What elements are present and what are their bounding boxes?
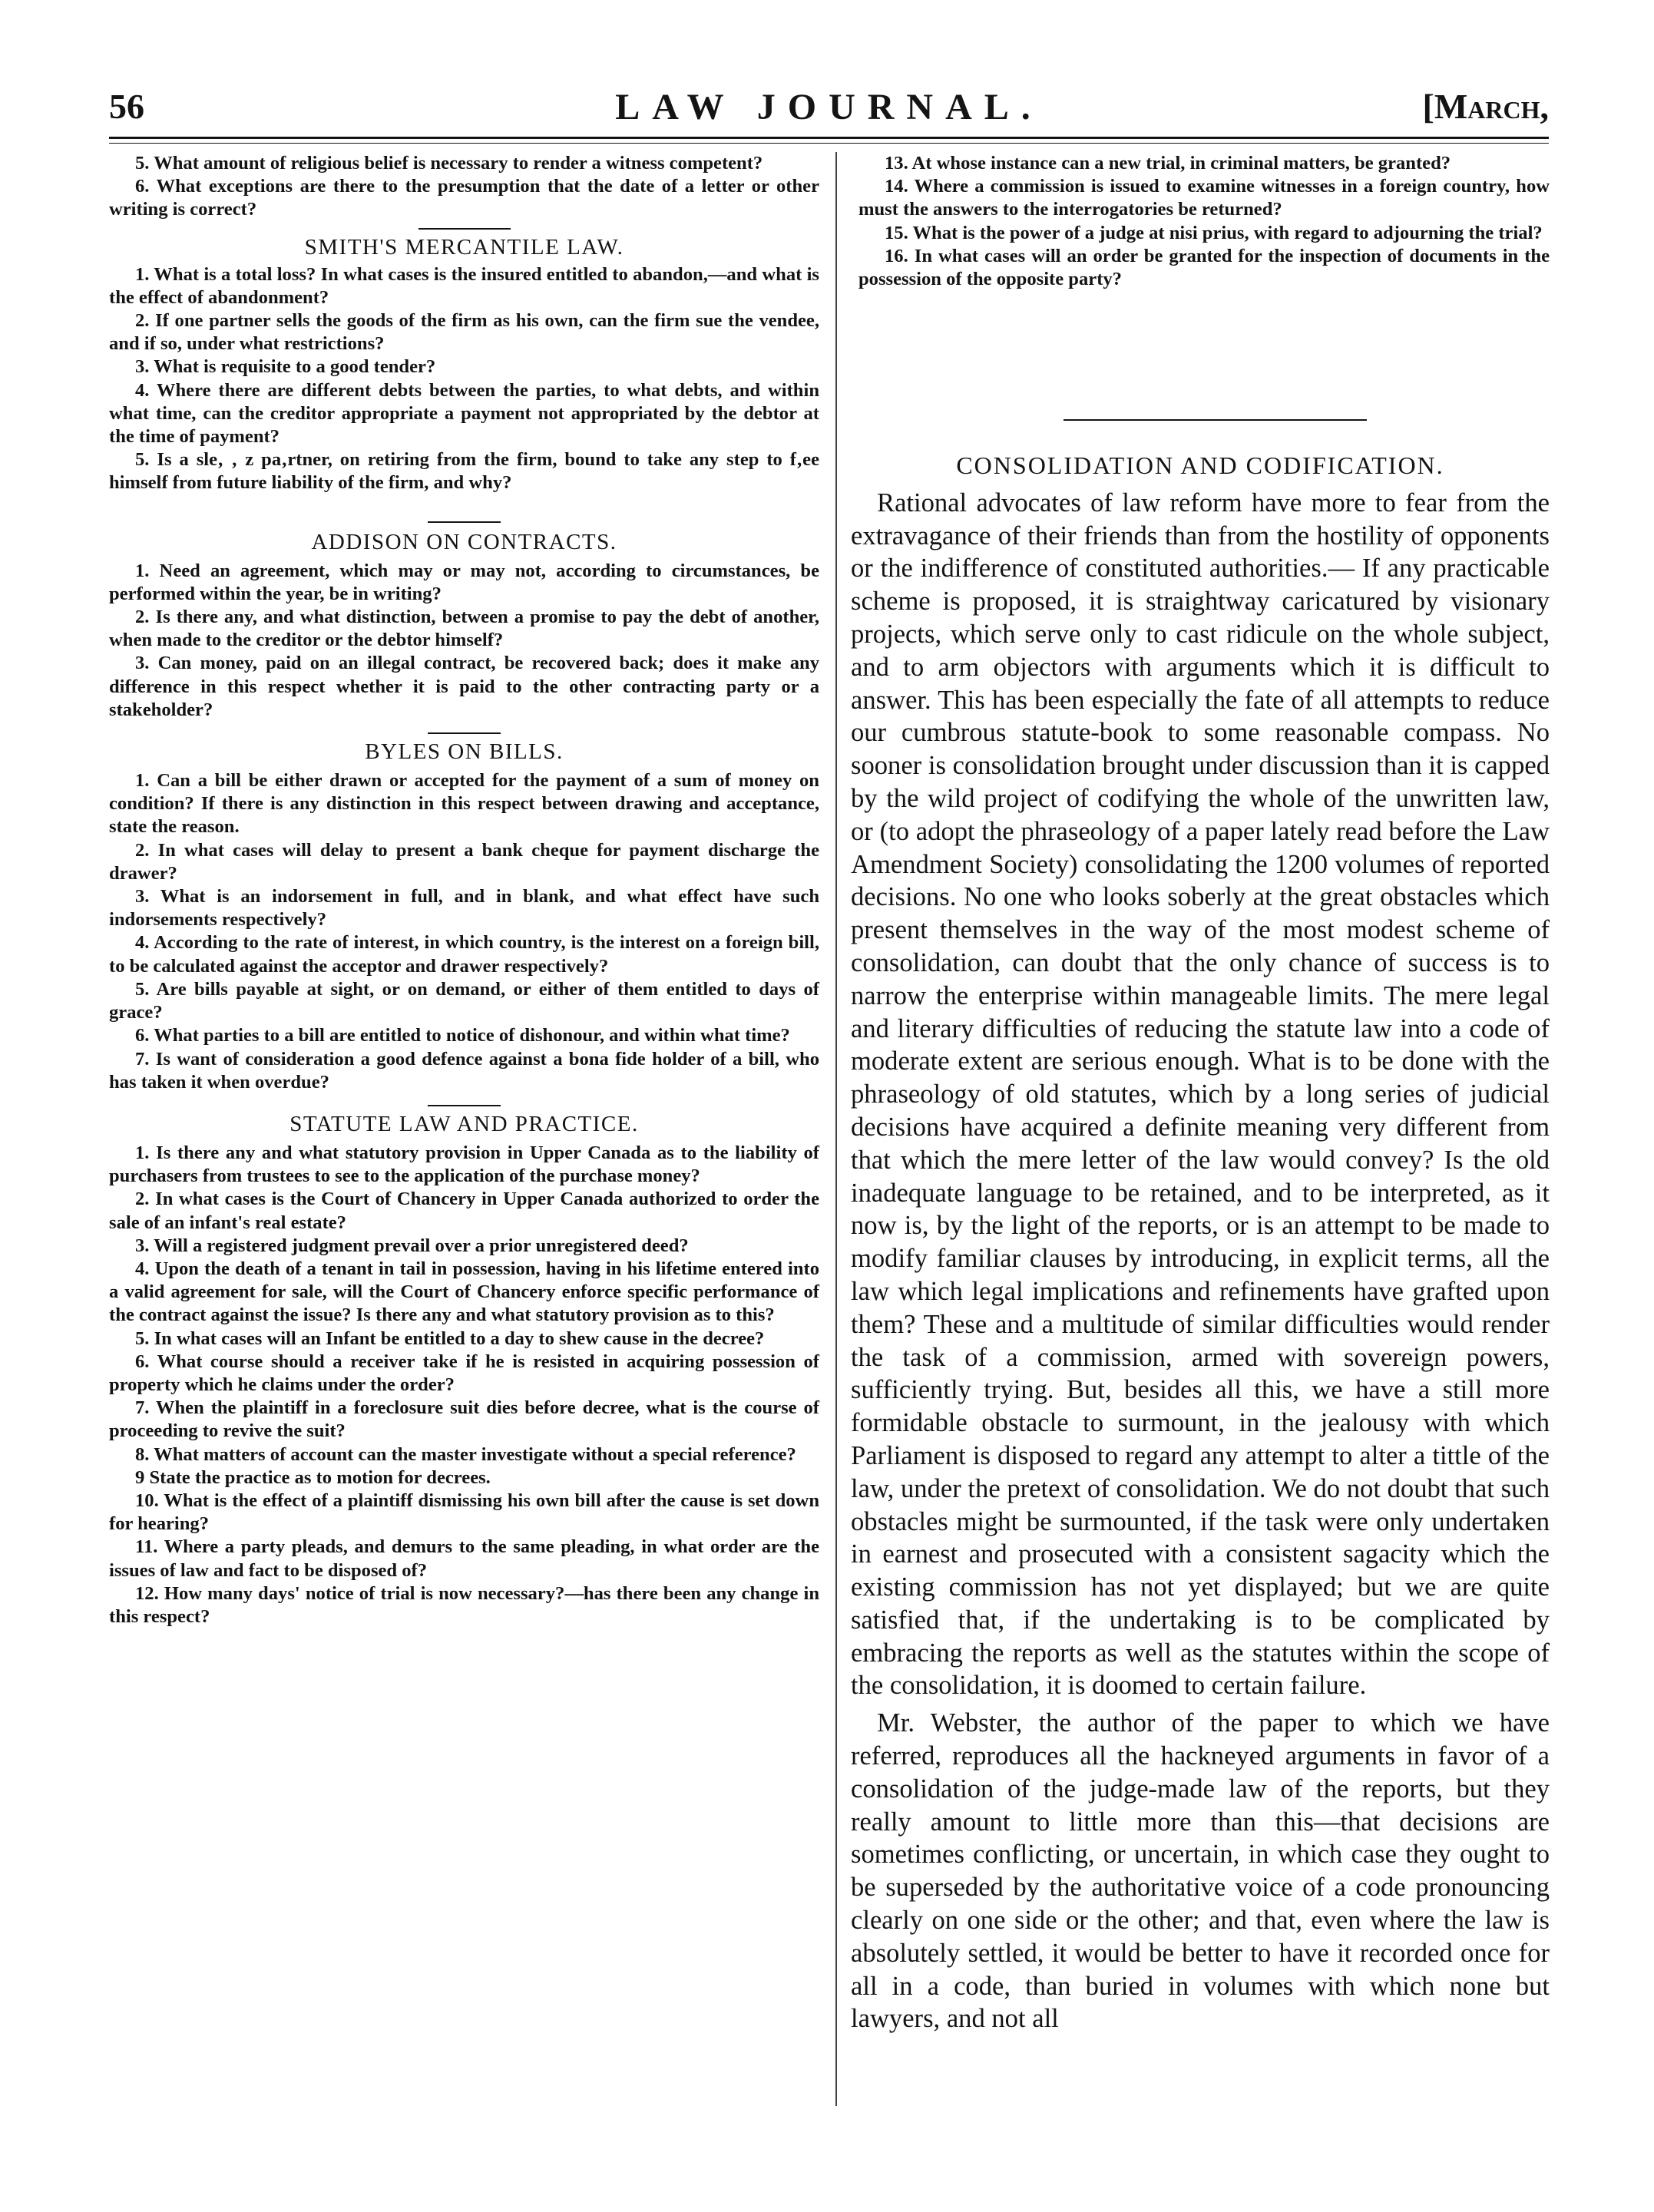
question: 1. What is a total loss? In what cases is the insured entitled to abandon,—and what is the effect of abandonment? bbox=[109, 263, 819, 308]
section-heading: ADDISON ON CONTRACTS. bbox=[311, 529, 617, 554]
article-paragraph: Mr. Webster, the author of the paper to which we have referred, reproduces all the hackneyed arguments in favor of a consolidation of the judge-made law of the reports, but they really amount to little more than this—that decisions are sometimes conflicting, or uncertain, in which case they ought to be superseded by the authoritative voice of a code pronouncing clearly on one side or the other; and that, even where the law is absolutely settled, it would be better to have it recorded once for all in a code, than buried in volumes with which none but lawyers, and not all bbox=[851, 1708, 1550, 2034]
question: 2. If one partner sells the goods of the firm as his own, can the firm sue the vendee, and if so, under what restrictions? bbox=[109, 310, 819, 355]
question: 8. What matters of account can the master investigate without a special reference? bbox=[135, 1443, 796, 1465]
section-heading: SMITH'S MERCANTILE LAW. bbox=[304, 234, 624, 260]
question: 1. Can a bill be either drawn or accepted for the payment of a sum of money on condition? If there is any distinction in this respect between drawing and acceptance, state the reason. bbox=[109, 770, 819, 838]
question: 14. Where a commission is issued to examine witnesses in a foreign country, how must the answers to the interrogatories be returned? bbox=[858, 176, 1550, 220]
question: 6. What exceptions are there to the presumption that the date of a letter or other writing is correct? bbox=[109, 176, 819, 220]
question: 11. Where a party pleads, and demurs to the same pleading, in what order are the issues of law and fact to be disposed of? bbox=[109, 1536, 819, 1581]
question: 5. Is a sle‚ ‚ z pa‚rtner, on retiring from the firm, bound to take any step to f‚ee himself from future liability of the firm, and why? bbox=[109, 449, 819, 494]
issue-month: [March, bbox=[1422, 87, 1549, 126]
question: 16. In what cases will an order be granted for the inspection of documents in the possession of the opposite party? bbox=[858, 245, 1550, 290]
question: 2. Is there any, and what distinction, between a promise to pay the debt of another, when made to the creditor or the debtor himself? bbox=[109, 607, 819, 651]
question: 15. What is the power of a judge at nisi prius, with regard to adjourning the trial? bbox=[885, 222, 1543, 243]
section-rule bbox=[428, 1105, 501, 1106]
question: 3. What is requisite to a good tender? bbox=[135, 356, 436, 378]
question: 3. What is an indorsement in full, and in blank, and what effect have such indorsements respectively? bbox=[109, 886, 819, 931]
section-heading: BYLES ON BILLS. bbox=[365, 739, 564, 765]
left-column bbox=[109, 152, 819, 1628]
article-rule bbox=[1064, 419, 1367, 421]
question: 1. Is there any and what statutory provision in Upper Canada as to the liability of purchasers from trustees to see to the application of the purchase money? bbox=[109, 1142, 819, 1187]
question: 12. How many days' notice of trial is now necessary?—has there been any change in this respect? bbox=[109, 1582, 819, 1627]
article-title: CONSOLIDATION AND CODIFICATION. bbox=[956, 451, 1444, 479]
article bbox=[851, 449, 1550, 2040]
question: 4. Where there are different debts between the parties, to what debts, and within what time, can the creditor appropriate a payment not appropriated by the debtor at the time of payment? bbox=[109, 379, 819, 448]
header-rule-thin bbox=[109, 143, 1549, 144]
section-heading: STATUTE LAW AND PRACTICE. bbox=[289, 1111, 639, 1136]
section-rule bbox=[418, 228, 511, 230]
page-number: 56 bbox=[109, 87, 144, 126]
question: 5. Are bills payable at sight, or on demand, or either of them entitled to days of grace? bbox=[109, 978, 819, 1023]
question: 2. In what cases is the Court of Chancery in Upper Canada authorized to order the sale of an infant's real estate? bbox=[109, 1189, 819, 1233]
question: 5. What amount of religious belief is necessary to render a witness competent? bbox=[135, 153, 763, 174]
header-rule-thick bbox=[109, 137, 1549, 139]
journal-title: LAW JOURNAL. bbox=[615, 87, 1043, 127]
question: 7. Is want of consideration a good defence against a bona fide holder of a bill, who has taken it when overdue? bbox=[109, 1048, 819, 1093]
question: 10. What is the effect of a plaintiff dismissing his own bill after the cause is set down for hearing? bbox=[109, 1490, 819, 1535]
article-paragraph: Rational advocates of law reform have more to fear from the extravagance of their friends than from the hostility of opponents or the indifference of constituted authorities.— If any practicable scheme is proposed, it is straightway caricatured by visionary projects, which serve only to cast ridicule on the whole subject, and to arm objectors with arguments which it is difficult to answer. This has been especially the fate of all attempts to reduce our cumbrous statute-book to some reasonable compass. No sooner is consolidation brought under discussion than it is capped by the wild project of codifying the whole of the unwritten law, or (to adopt the phraseology of a paper lately read before the Law Amendment Society) consolidating the 1200 volumes of reported decisions. No one who looks soberly at the great obstacles which present themselves in the way of the most modest scheme of consolidation, can doubt that the only chance of success is to narrow the enterprise within manageable limits. The mere legal and literary difficulties of reducing the statute law into a code of moderate extent are serious enough. What is to be done with the phraseology of old statutes, which by a long series of judicial decisions have acquired a definite meaning very different from that which the mere letter of the law would convey? Is the old inadequate language to be retained, and to be interpreted, as it now is, by the light of the reports, or is an attempt to be made to modify familiar clauses by introducing, in explicit terms, all the law which legal implications and refinements have grafted upon them? These and a multitude of similar difficulties would render the task of a commission, armed with sovereign powers, sufficiently trying. But, besides all this, we have a still more formidable obstacle to surmount, in the jealousy with which Parliament is disposed to regard any attempt to alter a tittle of the law, under the pretext of consolidation. We do not doubt that such obstacles might be surmounted, if the task were only undertaken in earnest and prosecuted with a consistent sagacity which the existing commission has not yet displayed; but we are quite satisfied that, if the undertaking is to be complicated by embracing the reports as well as the statutes within the scope of the consolidation, it is doomed to certain failure. bbox=[851, 488, 1550, 1701]
question: 5. In what cases will an Infant be entitled to a day to shew cause in the decree? bbox=[135, 1328, 765, 1349]
question: 9 State the practice as to motion for decrees. bbox=[135, 1466, 491, 1488]
question: 6. What course should a receiver take if he is resisted in acquiring possession of property which he claims under the order? bbox=[109, 1351, 819, 1395]
question: 2. In what cases will delay to present a bank cheque for payment discharge the drawer? bbox=[109, 839, 819, 884]
section-rule bbox=[428, 521, 501, 523]
section-rule bbox=[428, 732, 501, 734]
column-divider bbox=[835, 152, 837, 2106]
question: 4. According to the rate of interest, in which country, is the interest on a foreign bill, to be calculated against the acceptor and drawer respectively? bbox=[109, 932, 819, 977]
page-header bbox=[109, 86, 1549, 132]
question: 13. At whose instance can a new trial, in criminal matters, be granted? bbox=[885, 153, 1451, 174]
question: 7. When the plaintiff in a foreclosure suit dies before decree, what is the course of proceeding to revive the suit? bbox=[109, 1397, 819, 1442]
question: 3. Will a registered judgment prevail over a prior unregistered deed? bbox=[135, 1235, 689, 1256]
question: 6. What parties to a bill are entitled to notice of dishonour, and within what time? bbox=[135, 1025, 790, 1046]
question: 1. Need an agreement, which may or may not, according to circumstances, be performed within the year, be in writing? bbox=[109, 560, 819, 604]
right-column-questions bbox=[858, 152, 1550, 291]
question: 4. Upon the death of a tenant in tail in possession, having in his lifetime entered into a valid agreement for sale, will the Court of Chancery enforce specific performance of the contract against the issue? Is there any and what statutory provision as to this? bbox=[109, 1258, 819, 1326]
question: 3. Can money, paid on an illegal contract, be recovered back; does it make any difference in this respect whether it is paid to the other contracting party or a stakeholder? bbox=[109, 653, 819, 720]
